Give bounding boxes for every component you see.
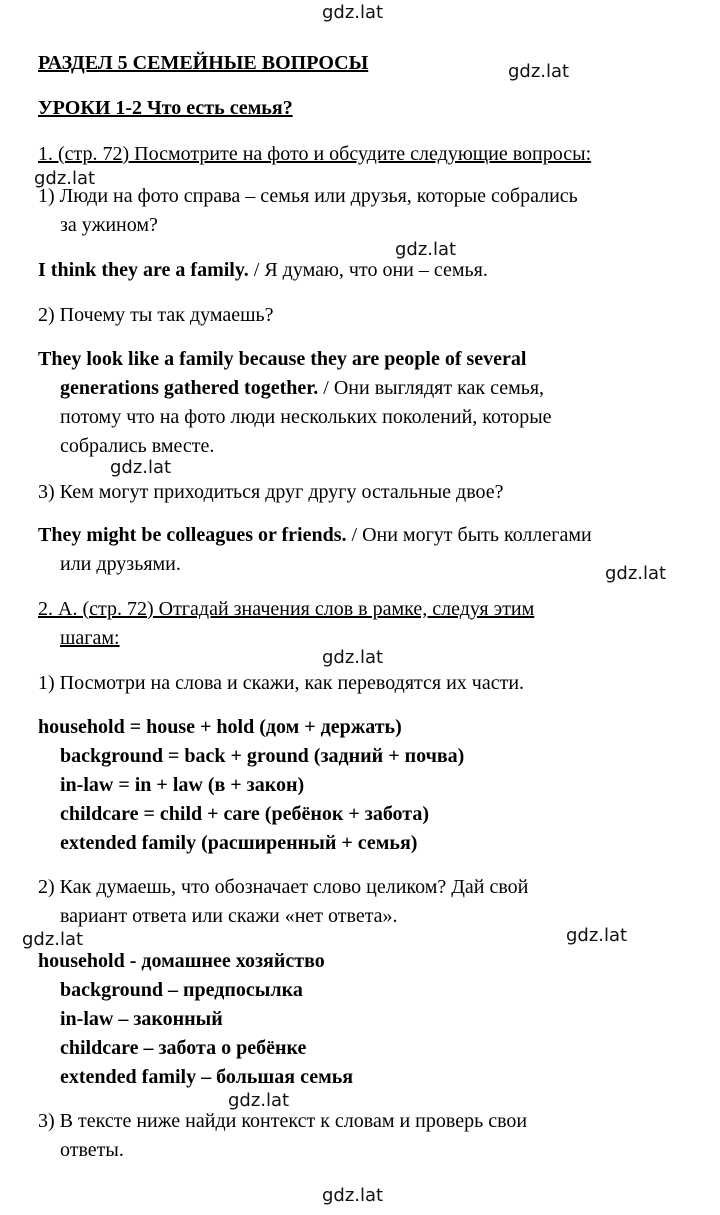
word-part-line: in-law = in + law (в + закон)	[60, 774, 305, 796]
answer-english: generations gathered together.	[60, 377, 319, 399]
task1-answer-3	[38, 522, 592, 548]
task2-step-1: 1) Посмотри на слова и скажи, как переводятся их части.	[38, 672, 525, 694]
task2-step-2-cont: вариант ответа или скажи «нет ответа».	[60, 905, 398, 927]
task1-answer-3-cont: или друзьями.	[60, 553, 181, 575]
word-meaning-line: background – предпосылка	[60, 979, 303, 1001]
task1-answer-2-line3: потому что на фото люди нескольких поколений, которые	[60, 406, 552, 428]
watermark: gdz.lat	[228, 1090, 290, 1111]
task1-question-1: 1) Люди на фото справа – семья или друзья, которые собрались	[38, 185, 578, 207]
task1-answer-2: They look like a family because they are people of several	[38, 348, 527, 370]
task1-heading: 1. (стр. 72) Посмотрите на фото и обсудите следующие вопросы:	[38, 143, 592, 165]
task1-answer-2-cont	[60, 375, 544, 401]
task2-step-3: 3) В тексте ниже найди контекст к словам и проверь свои	[38, 1110, 528, 1132]
answer-english: They might be colleagues or friends.	[38, 524, 347, 546]
task1-answer-2-line4: собрались вместе.	[60, 435, 215, 457]
answer-translation: / Они могут быть коллегами	[346, 524, 592, 546]
task1-answer-1	[38, 257, 488, 283]
word-meaning-line: in-law – законный	[60, 1008, 223, 1030]
word-part-line: extended family (расширенный + семья)	[60, 832, 418, 854]
answer-translation: / Я думаю, что они – семья.	[248, 259, 488, 281]
task1-question-1-cont: за ужином?	[60, 214, 158, 236]
task1-question-3: 3) Кем могут приходиться друг другу остальные двое?	[38, 481, 504, 503]
watermark: gdz.lat	[395, 239, 457, 260]
lesson-title: УРОКИ 1-2 Что есть семья?	[38, 97, 293, 119]
task2-step-3-cont: ответы.	[60, 1139, 124, 1161]
watermark: gdz.lat	[34, 168, 96, 189]
answer-translation: / Они выглядят как семья,	[318, 377, 545, 399]
watermark: gdz.lat	[322, 1185, 384, 1206]
answer-english: I think they are a family.	[38, 259, 249, 281]
watermark: gdz.lat	[605, 563, 667, 584]
watermark: gdz.lat	[566, 925, 628, 946]
task2-heading-cont: шагам:	[60, 627, 120, 649]
word-meaning-line: household - домашнее хозяйство	[38, 950, 325, 972]
task2-step-2: 2) Как думаешь, что обозначает слово целиком? Дай свой	[38, 876, 529, 898]
word-meaning-line: extended family – большая семья	[60, 1066, 354, 1088]
watermark: gdz.lat	[110, 457, 172, 478]
watermark: gdz.lat	[322, 647, 384, 668]
watermark: gdz.lat	[322, 2, 384, 23]
watermark: gdz.lat	[508, 61, 570, 82]
watermark: gdz.lat	[22, 929, 84, 950]
word-meaning-line: childcare – забота о ребёнке	[60, 1037, 307, 1059]
word-part-line: childcare = child + care (ребёнок + забота)	[60, 803, 430, 825]
word-part-line: background = back + ground (задний + почва)	[60, 745, 465, 767]
word-part-line: household = house + hold (дом + держать)	[38, 716, 402, 738]
section-title: РАЗДЕЛ 5 СЕМЕЙНЫЕ ВОПРОСЫ	[38, 52, 369, 74]
task2-heading: 2. А. (стр. 72) Отгадай значения слов в рамке, следуя этим	[38, 598, 535, 620]
task1-question-2: 2) Почему ты так думаешь?	[38, 304, 274, 326]
